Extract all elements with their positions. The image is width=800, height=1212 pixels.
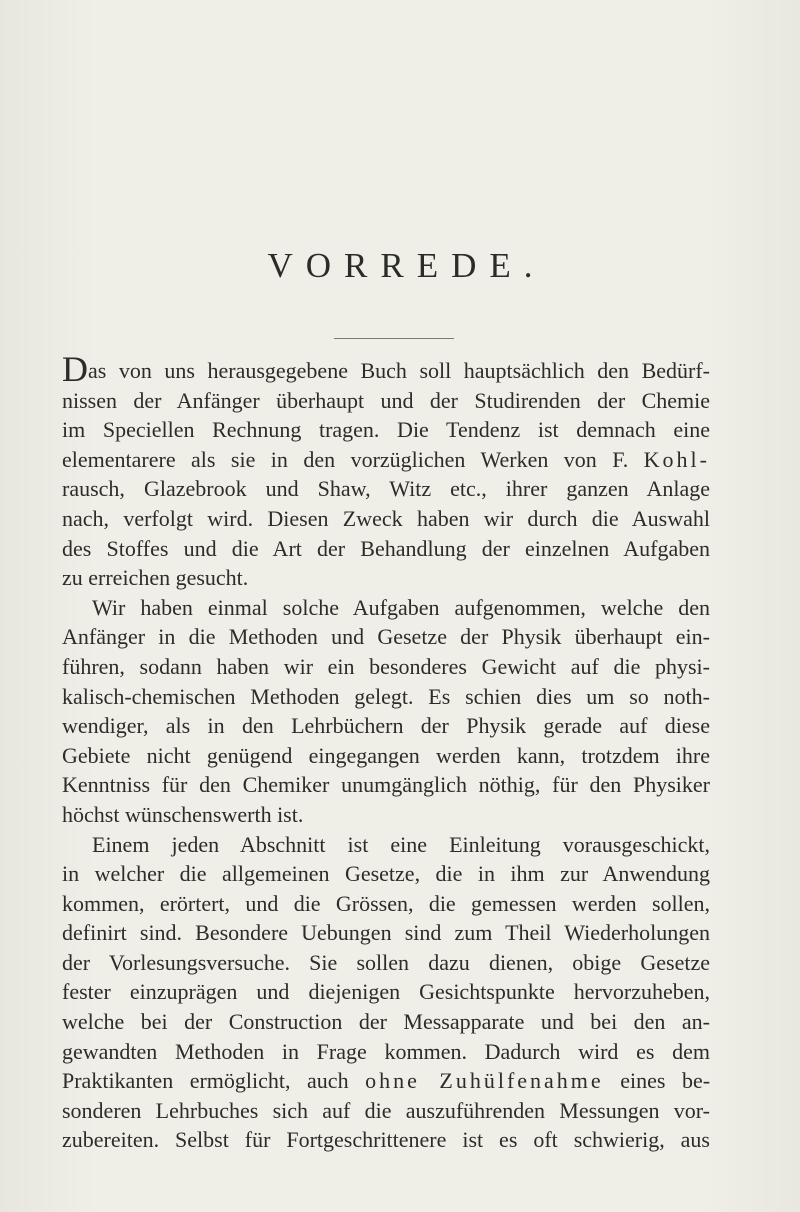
- text-line: fester einzuprägen und diejenigen Gesichtspunkte hervorzuheben,: [62, 979, 710, 1005]
- text-line: Einem jeden Abschnitt ist eine Einleitung vorausgeschickt,: [92, 831, 710, 857]
- text-line: nissen der Anfänger überhaupt und der Studirenden der Chemie: [62, 387, 710, 413]
- text-line: Kenntniss für den Chemiker unumgänglich nöthig, für den Physiker: [62, 772, 710, 798]
- paragraph-3: [62, 830, 710, 1156]
- page-heading: VORREDE.: [267, 246, 546, 285]
- text-line: rausch, Glazebrook und Shaw, Witz etc., ihrer ganzen Anlage: [62, 476, 710, 502]
- body-text: [62, 349, 711, 1155]
- text-line: gewandten Methoden in Frage kommen. Dadurch wird es dem: [62, 1038, 710, 1064]
- text-line: welche bei der Construction der Messapparate und bei den an-: [62, 1009, 710, 1035]
- text-line: höchst wünschenswerth ist.: [62, 801, 304, 827]
- text-line: der Vorlesungsversuche. Sie sollen dazu dienen, obige Gesetze: [62, 949, 710, 975]
- text-line: im Speciellen Rechnung tragen. Die Tendenz ist demnach eine: [62, 417, 710, 443]
- text-line: zu erreichen gesucht.: [62, 565, 249, 591]
- text-line: nach, verfolgt wird. Diesen Zweck haben wir durch die Auswahl: [62, 505, 710, 531]
- line-text: Praktikanten ermöglicht, auch: [62, 1068, 349, 1094]
- paragraph-1: [62, 349, 710, 593]
- text-line: kalisch-chemischen Methoden gelegt. Es schien dies um so noth-: [62, 683, 710, 709]
- line-text: eines be-: [620, 1068, 711, 1094]
- paragraph-2: [62, 593, 710, 830]
- text-line: Anfänger in die Methoden und Gesetze der Physik überhaupt ein-: [62, 624, 710, 650]
- heading-rule: [334, 338, 454, 339]
- text-line: zubereiten. Selbst für Fortgeschrittenere ist es oft schwierig, aus: [62, 1127, 710, 1153]
- text-line: wendiger, als in den Lehrbüchern der Physik gerade auf diese: [62, 713, 710, 739]
- text-line: [62, 445, 710, 475]
- text-line: definirt sind. Besondere Uebungen sind zum Theil Wiederholungen: [62, 920, 710, 946]
- text-line: sonderen Lehrbuches sich auf die auszuführenden Messungen vor-: [62, 1097, 710, 1123]
- line-text: elementarere als sie in den vorzüglichen Werken von F.: [62, 446, 629, 472]
- text-line: in welcher die allgemeinen Gesetze, die in ihm zur Anwendung: [62, 861, 710, 887]
- text-line: kommen, erörtert, und die Grössen, die gemessen werden sollen,: [62, 890, 710, 916]
- text-line: Wir haben einmal solche Aufgaben aufgenommen, welche den: [92, 594, 710, 620]
- spaced-name: Kohl-: [643, 446, 710, 472]
- text-line: [62, 349, 710, 389]
- text-line: des Stoffes und die Art der Behandlung der einzelnen Aufgaben: [62, 535, 710, 561]
- text-line: [62, 1066, 710, 1096]
- spaced-phrase: ohne Zuhülfenahme: [365, 1068, 604, 1094]
- text-line: führen, sodann haben wir ein besonderes Gewicht auf die physi-: [62, 653, 710, 679]
- text-line: Gebiete nicht genügend eingegangen werden kann, trotzdem ihre: [62, 742, 710, 768]
- drop-cap: D: [62, 349, 88, 389]
- line-text: as von uns herausgegebene Buch soll hauptsächlich den Bedürf-: [88, 358, 710, 383]
